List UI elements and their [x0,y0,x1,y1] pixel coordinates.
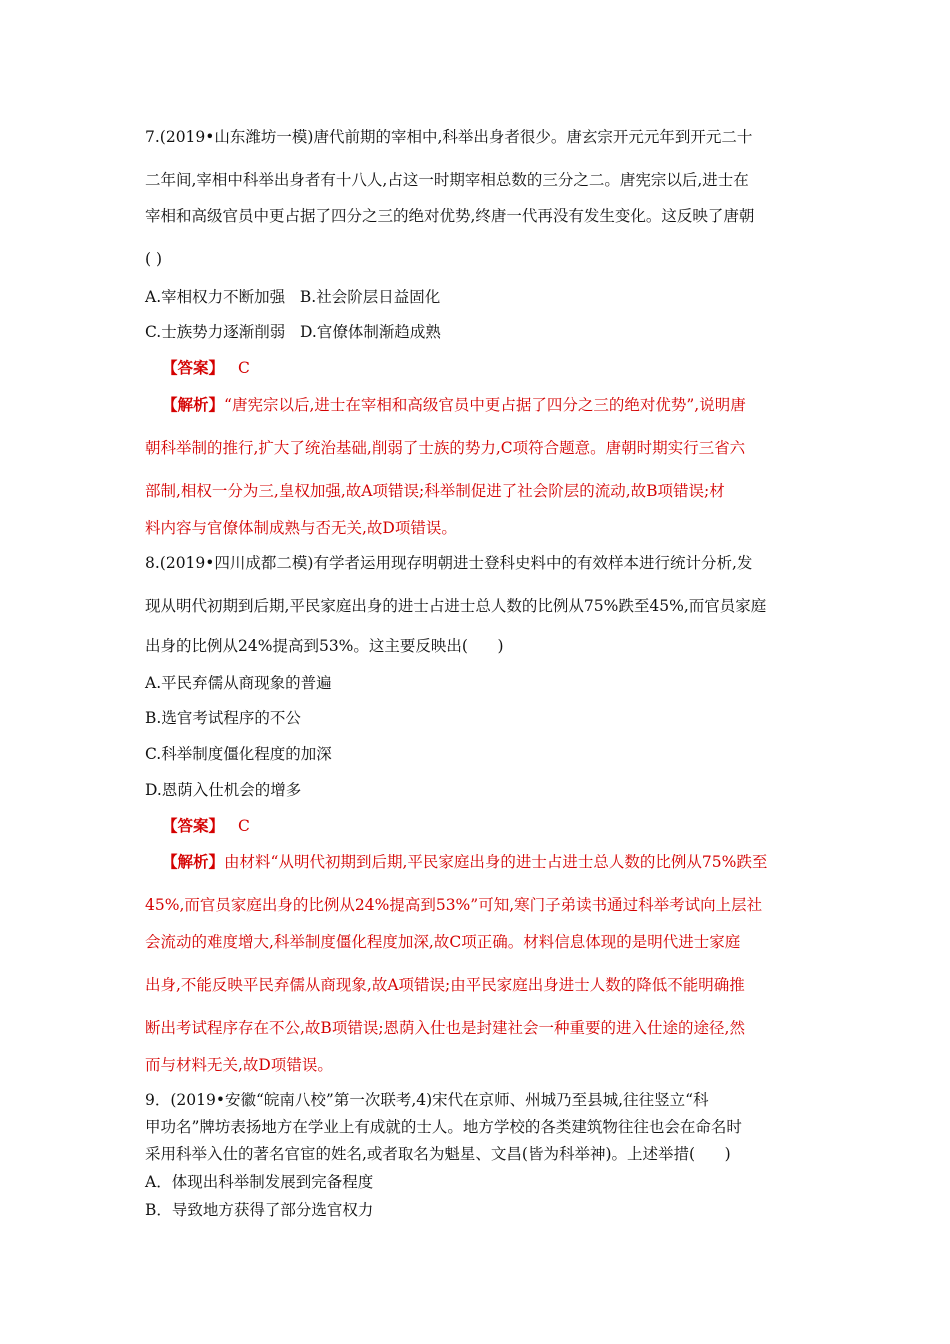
q7-options-row-2: C.士族势力逐渐削弱 D.官僚体制渐趋成熟 [145,323,441,341]
q8-option-b: B.选官考试程序的不公 [145,709,301,727]
q7-analysis-line-4: 料内容与官僚体制成熟与否无关,故D项错误。 [145,519,457,537]
q8-answer-label: 【答案】 [162,816,225,835]
q7-stem-line-1: 7.(2019•山东潍坊一模)唐代前期的宰相中,科举出身者很少。唐玄宗开元元年到开元二十 [145,128,753,146]
q8-analysis-text-1: 由材料“从明代初期到后期,平民家庭出身的进士占进士总人数的比例从75%跌至 [224,853,768,871]
q7-analysis-text-1: “唐宪宗以后,进士在宰相和高级官员中更占据了四分之三的绝对优势”,说明唐 [224,396,746,414]
q9-option-b: B．导致地方获得了部分选官权力 [145,1201,374,1219]
q9-option-a: A．体现出科举制发展到完备程度 [145,1173,374,1191]
q8-stem-line-1: 8.(2019•四川成都二模)有学者运用现存明朝进士登科史料中的有效样本进行统计分析,发 [145,554,753,572]
q7-options-row-1: A.宰相权力不断加强 B.社会阶层日益固化 [145,288,441,306]
q8-analysis-line-5: 断出考试程序存在不公,故B项错误;恩荫入仕也是封建社会一种重要的进入仕途的途径,然 [145,1019,745,1037]
q8-stem-line-3: 出身的比例从24%提高到53%。这主要反映出( ) [145,637,504,655]
q8-analysis-line-3: 会流动的难度增大,科举制度僵化程度加深,故C项正确。材料信息体现的是明代进士家庭 [145,933,741,951]
q8-analysis-label: 【解析】 [162,852,225,871]
q8-option-c: C.科举制度僵化程度的加深 [145,745,332,763]
q8-answer-value: C [238,817,250,835]
q8-analysis-line-1 [162,852,832,872]
q9-stem-line-3: 采用科举入仕的著名官宦的姓名,或者取名为魁星、文昌(皆为科举神)。上述举措( ) [145,1145,731,1163]
q9-stem-line-2: 甲功名”牌坊表扬地方在学业上有成就的士人。地方学校的各类建筑物往往也会在命名时 [145,1118,742,1136]
q8-analysis-line-6: 而与材料无关,故D项错误。 [145,1056,333,1074]
q9-stem-line-1: 9．(2019•安徽“皖南八校”第一次联考,4)宋代在京师、州城乃至县城,往往竖立“科 [145,1091,709,1109]
q7-answer [162,358,832,378]
q7-analysis-line-1 [162,395,832,415]
q8-answer [162,816,832,836]
q7-stem-line-3: 宰相和高级官员中更占据了四分之三的绝对优势,终唐一代再没有发生变化。这反映了唐朝 [145,207,755,225]
q8-analysis-line-4: 出身,不能反映平民弃儒从商现象,故A项错误;由平民家庭出身进士人数的降低不能明确推 [145,976,745,994]
q7-analysis-line-2: 朝科举制的推行,扩大了统治基础,削弱了士族的势力,C项符合题意。唐朝时期实行三省六 [145,439,746,457]
q7-answer-value: C [238,359,250,377]
q8-option-a: A.平民弃儒从商现象的普遍 [145,674,332,692]
q7-stem-blank: ( ) [145,250,163,268]
q7-analysis-label: 【解析】 [162,395,225,414]
q8-option-d: D.恩荫入仕机会的增多 [145,781,302,799]
q8-stem-line-2: 现从明代初期到后期,平民家庭出身的进士占进士总人数的比例从75%跌至45%,而官员家庭 [145,597,767,615]
q7-analysis-line-3: 部制,相权一分为三,皇权加强,故A项错误;科举制促进了社会阶层的流动,故B项错误;材 [145,482,725,500]
q7-stem-line-2: 二年间,宰相中科举出身者有十八人,占这一时期宰相总数的三分之二。唐宪宗以后,进士在 [145,171,749,189]
q8-analysis-line-2: 45%,而官员家庭出身的比例从24%提高到53%”可知,寒门子弟读书通过科举考试向上层社 [145,896,763,914]
q7-answer-label: 【答案】 [162,358,225,377]
